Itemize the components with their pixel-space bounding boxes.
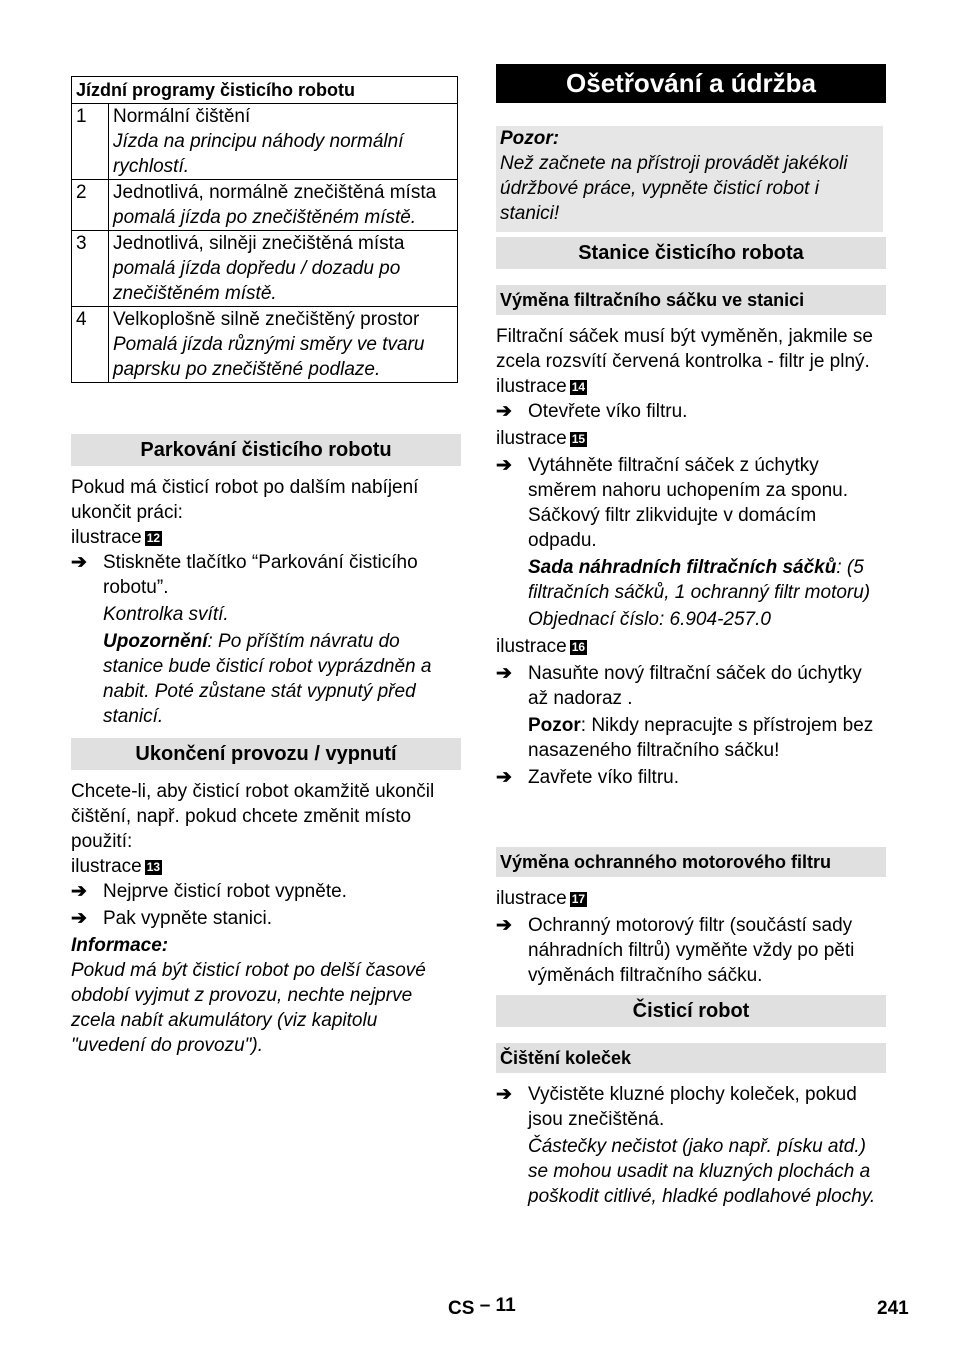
total-page-number: 241 [877, 1298, 909, 1319]
table-row [72, 180, 458, 231]
spare-set-label: Sada náhradních filtračních sáčků [528, 557, 837, 578]
language-code: CS [448, 1298, 475, 1319]
step-text: Stiskněte tlačítko “Parkování čisticího robotu”. [103, 552, 418, 598]
table-title: Jízdní programy čisticího robotu [72, 77, 458, 104]
wheels-heading: Čištění koleček [496, 1043, 886, 1073]
step-text: Nejprve čisticí robot vypněte. [103, 881, 347, 902]
spare-set-text: : (5 filtračních sáčků, 1 ochranný filtr motoru) [528, 557, 871, 603]
result-text: Kontrolka svítí. [103, 604, 229, 625]
warning-label: Pozor [528, 715, 581, 736]
right-arrow-icon: ➔ [496, 455, 512, 476]
parking-section [71, 475, 456, 729]
bag-intro: Filtrační sáček musí být vyměněn, jakmile se zcela rozsvítí červená kontrolka - filtr je plný. [496, 326, 873, 372]
figure-label: ilustrace [496, 888, 567, 909]
driving-programs-table [71, 76, 458, 383]
figure-label: ilustrace [496, 376, 567, 397]
notice-label: Upozornění [103, 631, 208, 652]
row-name: Normální čištění [113, 106, 251, 127]
right-arrow-icon: ➔ [71, 908, 87, 929]
figure-label: ilustrace [496, 428, 567, 449]
step-text: Vytáhněte filtrační sáček z úchytky směrem nahoru uchopením za sponu. Sáčkový filtr zlikvidujte v domácím odpadu. [528, 455, 849, 551]
list-item [496, 1082, 886, 1132]
info-label: Informace: [71, 935, 169, 956]
bag-heading: Výměna filtračního sáčku ve stanici [496, 285, 886, 315]
spare-set [496, 555, 886, 605]
row-name: Velkoplošně silně znečištěný prostor [113, 309, 420, 330]
figure-label: ilustrace [496, 636, 567, 657]
notice-text: : Po příštím návratu do stanice bude čisticí robot vyprázdněn a nabit. Poté zůstane stát vypnutý před stanicí. [103, 631, 432, 727]
step-text: Zavřete víko filtru. [528, 767, 679, 788]
figure-12-badge: 12 [146, 531, 161, 545]
table-row [72, 231, 458, 307]
row-desc: Jízda na principu náhody normální rychlostí. [113, 131, 404, 177]
motor-filter-heading: Výměna ochranného motorového filtru [496, 847, 886, 877]
shutdown-heading: Ukončení provozu / vypnutí [71, 738, 461, 770]
parking-intro: Pokud má čisticí robot po dalším nabíjení ukončit práci: [71, 477, 419, 523]
list-item [496, 661, 886, 711]
right-arrow-icon: ➔ [496, 767, 512, 788]
wheels-note: Částečky nečistot (jako např. písku atd.) se mohou usadit na kluzných plochách a poškodit citlivé, hladké podlahové plochy. [528, 1136, 876, 1207]
section-page-number: 11 [495, 1295, 516, 1316]
list-item [71, 906, 456, 931]
list-item [496, 765, 886, 790]
figure-label: ilustrace [71, 856, 142, 877]
step-text: Nasuňte nový filtrační sáček do úchytky až nadoraz . [528, 663, 862, 709]
right-arrow-icon: ➔ [496, 1084, 512, 1105]
caution-text: Než začnete na přístroji provádět jakékoli údržbové práce, vypněte čisticí robot i stanici! [500, 153, 848, 224]
figure-15-badge: 15 [571, 432, 586, 446]
station-heading: Stanice čisticího robota [496, 237, 886, 269]
list-item [71, 879, 456, 904]
list-item [496, 453, 886, 553]
list-item [496, 913, 886, 988]
bag-section [496, 324, 886, 790]
info-text: Pokud má být čisticí robot po delší časové období vyjmut z provozu, nechte nejprve zcela nabít akumulátory (viz kapitolu "uvedení do provozu"). [71, 960, 426, 1056]
right-arrow-icon: ➔ [496, 401, 512, 422]
row-number: 3 [72, 231, 109, 307]
shutdown-intro: Chcete-li, aby čisticí robot okamžitě ukončil čištění, např. pokud chcete změnit místo použití: [71, 781, 435, 852]
caution-label: Pozor: [500, 128, 560, 149]
row-desc: pomalá jízda po znečištěném místě. [113, 207, 417, 228]
list-item [496, 399, 886, 424]
motor-filter-section [496, 886, 886, 988]
figure-16-badge: 16 [571, 640, 586, 654]
footer-dash: – [479, 1295, 491, 1316]
row-name: Jednotlivá, normálně znečištěná místa [113, 182, 437, 203]
figure-13-badge: 13 [146, 860, 161, 874]
warning-text: : Nikdy nepracujte s přístrojem bez nasazeného filtračního sáčku! [528, 715, 874, 761]
warning [496, 713, 886, 763]
row-desc: Pomalá jízda různými směry ve tvaru paprsku po znečištěné podlaze. [113, 334, 425, 380]
step-text: Vyčistěte kluzné plochy koleček, pokud jsou znečištěná. [528, 1084, 857, 1130]
right-arrow-icon: ➔ [71, 881, 87, 902]
right-arrow-icon: ➔ [71, 552, 87, 573]
right-arrow-icon: ➔ [496, 915, 512, 936]
row-number: 4 [72, 307, 109, 383]
table-row [72, 307, 458, 383]
page-footer [448, 1296, 516, 1321]
list-item [71, 550, 456, 600]
row-name: Jednotlivá, silněji znečištěná místa [113, 233, 405, 254]
shutdown-section [71, 779, 456, 1058]
order-number: Objednací číslo: 6.904-257.0 [528, 609, 771, 630]
step-text: Pak vypněte stanici. [103, 908, 272, 929]
figure-14-badge: 14 [571, 380, 586, 394]
table-row [72, 104, 458, 180]
row-desc: pomalá jízda dopředu / dozadu po znečištěném místě. [113, 258, 401, 304]
notice [71, 629, 456, 729]
figure-17-badge: 17 [571, 892, 586, 906]
wheels-section [496, 1082, 886, 1209]
care-heading: Ošetřování a údržba [496, 64, 886, 103]
step-text: Ochranný motorový filtr (součástí sady náhradních filtrů) vyměňte vždy po pěti výměnách filtračního sáčku. [528, 915, 855, 986]
step-text: Otevřete víko filtru. [528, 401, 688, 422]
row-number: 1 [72, 104, 109, 180]
robot-heading: Čisticí robot [496, 995, 886, 1027]
parking-heading: Parkování čisticího robotu [71, 434, 461, 466]
row-number: 2 [72, 180, 109, 231]
figure-label: ilustrace [71, 527, 142, 548]
right-arrow-icon: ➔ [496, 663, 512, 684]
caution-box [496, 126, 883, 232]
